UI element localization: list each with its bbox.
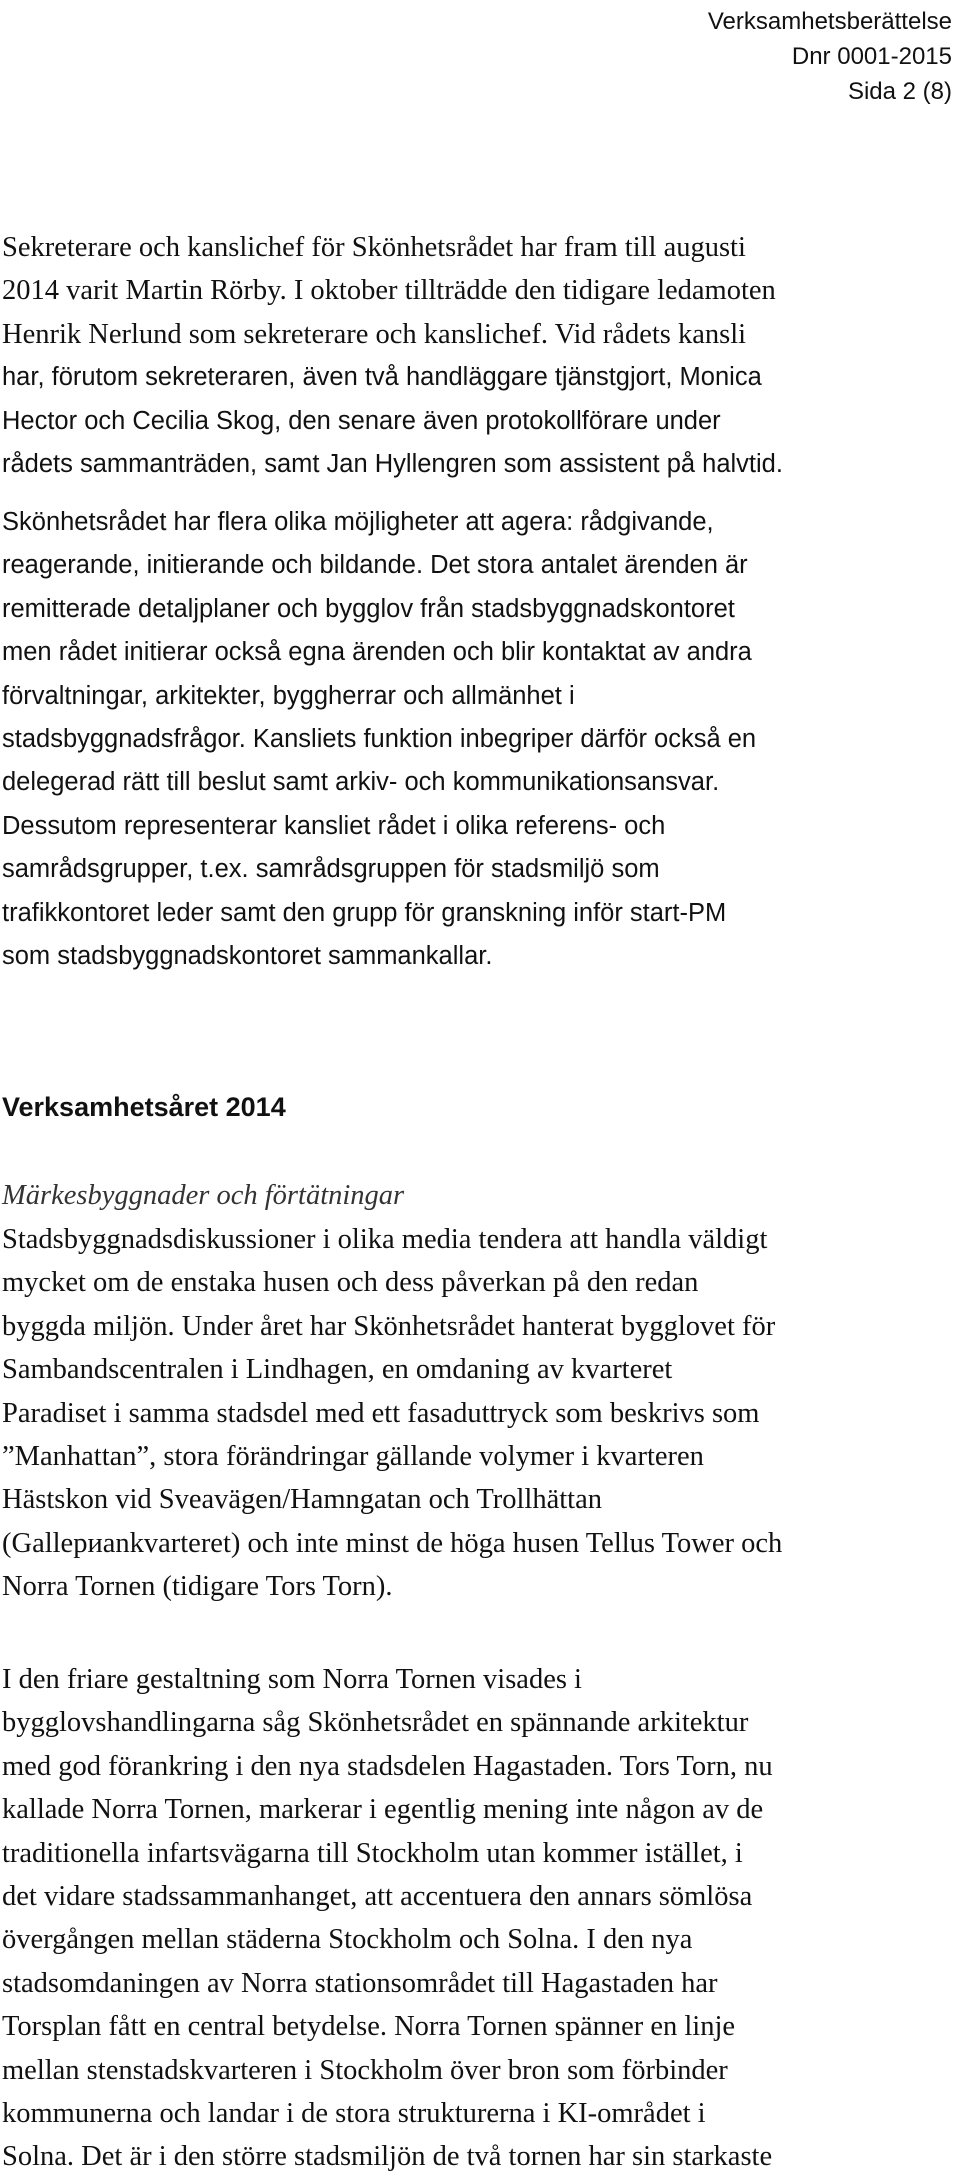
paragraph-line: rådets sammanträden, samt Jan Hyllengren som assistent på halvtid. <box>2 450 783 479</box>
paragraph-line: övergången mellan städerna Stockholm och Solna. I den nya <box>2 1924 693 1956</box>
paragraph-line: Henrik Nerlund som sekreterare och kanslichef. Vid rådets kansli <box>2 318 747 350</box>
paragraph-line: har, förutom sekreteraren, även två handläggare tjänstgjort, Monica <box>2 363 762 392</box>
paragraph-line: Skönhetsrådet har flera olika möjligheter att agera: rådgivande, <box>2 508 714 536</box>
paragraph-line: men rådet initierar också egna ärenden och blir kontaktat av andra <box>2 638 752 667</box>
paragraph-line: bygglovshandlingarna såg Skönhetsrådet en spännande arkitektur <box>2 1707 749 1739</box>
paragraph-line: Dessutom representerar kansliet rådet i olika referens- och <box>2 811 666 840</box>
paragraph-line: Solna. Det är i den större stadsmiljön de två tornen har sin starkaste <box>2 2141 773 2173</box>
paragraph-line: trafikkontoret leder samt den grupp för granskning inför start-PM <box>2 898 727 927</box>
page-header <box>708 4 952 109</box>
paragraph-line: stadsbyggnadsfrågor. Kansliets funktion inbegriper därför också en <box>2 725 757 754</box>
paragraph-line: det vidare stadssammanhanget, att accentuera den annars sömlösa <box>2 1881 753 1913</box>
paragraph-line: mycket om de enstaka husen och dess påverkan på den redan <box>2 1267 699 1299</box>
paragraph-line: Norra Tornen (tidigare Tors Torn). <box>2 1571 393 1603</box>
paragraph-line: kallade Norra Tornen, markerar i egentlig mening inte någon av de <box>2 1794 764 1826</box>
paragraph-line: som stadsbyggnadskontoret sammankallar. <box>2 942 493 971</box>
paragraph-line: med god förankring i den nya stadsdelen Hagastaden. Tors Torn, nu <box>2 1750 773 1782</box>
paragraph-line: förvaltningar, arkitekter, byggherrar och allmänhet i <box>2 681 575 710</box>
page-number: Sida 2 (8) <box>847 78 952 105</box>
paragraph-line: Stadsbyggnadsdiskussioner i olika media tendera att handla väldigt <box>2 1224 768 1255</box>
paragraph-line: I den friare gestaltning som Norra Tornen visades i <box>2 1664 582 1695</box>
paragraph-secretariat <box>2 226 783 486</box>
paragraph-line: Torsplan fått en central betydelse. Norra Tornen spänner en linje <box>2 2011 736 2043</box>
paragraph-line: ”Manhattan”, stora förändringar gällande volymer i kvarteren <box>2 1441 704 1473</box>
paragraph-line: remitterade detaljplaner och bygglov från stadsbyggnadskontoret <box>2 594 735 623</box>
paragraph-line: (Gallериankvarteret) och inte minst de höga husen Tellus Tower och <box>2 1527 783 1559</box>
paragraph-line: reagerande, initierande och bildande. Det stora antalet ärenden är <box>2 551 748 580</box>
paragraph-line: Sambandscentralen i Lindhagen, en omdaning av kvarteret <box>2 1354 673 1386</box>
paragraph-norra-tornen <box>2 1658 773 2179</box>
paragraph-line: mellan stenstadskvarteren i Stockholm över bron som förbinder <box>2 2054 728 2086</box>
paragraph-line: byggda miljön. Under året har Skönhetsrådet hanterat bygglovet för <box>2 1310 776 1342</box>
paragraph-line: Sekreterare och kanslichef för Skönhetsrådet har fram till augusti <box>2 232 746 263</box>
paragraph-line: Hästskon vid Sveavägen/Hamngatan och Trollhättan <box>2 1484 602 1516</box>
paragraph-line: Hector och Cecilia Skog, den senare även protokollförare under <box>2 406 721 435</box>
paragraph-landmark-buildings <box>2 1218 782 1609</box>
paragraph-line: samrådsgrupper, t.ex. samrådsgruppen för stadsmiljö som <box>2 855 660 884</box>
paragraph-line: Paradiset i samma stadsdel med ett fasaduttryck som beskrivs som <box>2 1397 760 1429</box>
subsection-heading: Märkesbyggnader och förtätningar <box>2 1180 405 1211</box>
paragraph-line: traditionella infartsvägarna till Stockholm utan kommer istället, i <box>2 1837 743 1869</box>
paragraph-line: 2014 varit Martin Rörby. I oktober tillträdde den tidigare ledamoten <box>2 275 776 307</box>
paragraph-line: kommunerna och landar i de stora strukturerna i KI-området i <box>2 2098 706 2130</box>
paragraph-line: delegerad rätt till beslut samt arkiv- och kommunikationsansvar. <box>2 768 720 797</box>
paragraph-line: stadsomdaningen av Norra stationsområdet till Hagastaden har <box>2 1967 718 1999</box>
paragraph-council-role <box>2 501 756 978</box>
section-heading: Verksamhetsåret 2014 <box>2 1092 286 1122</box>
document-number: Dnr 0001-2015 <box>791 43 952 70</box>
document-title: Verksamhetsberättelse <box>707 8 952 35</box>
